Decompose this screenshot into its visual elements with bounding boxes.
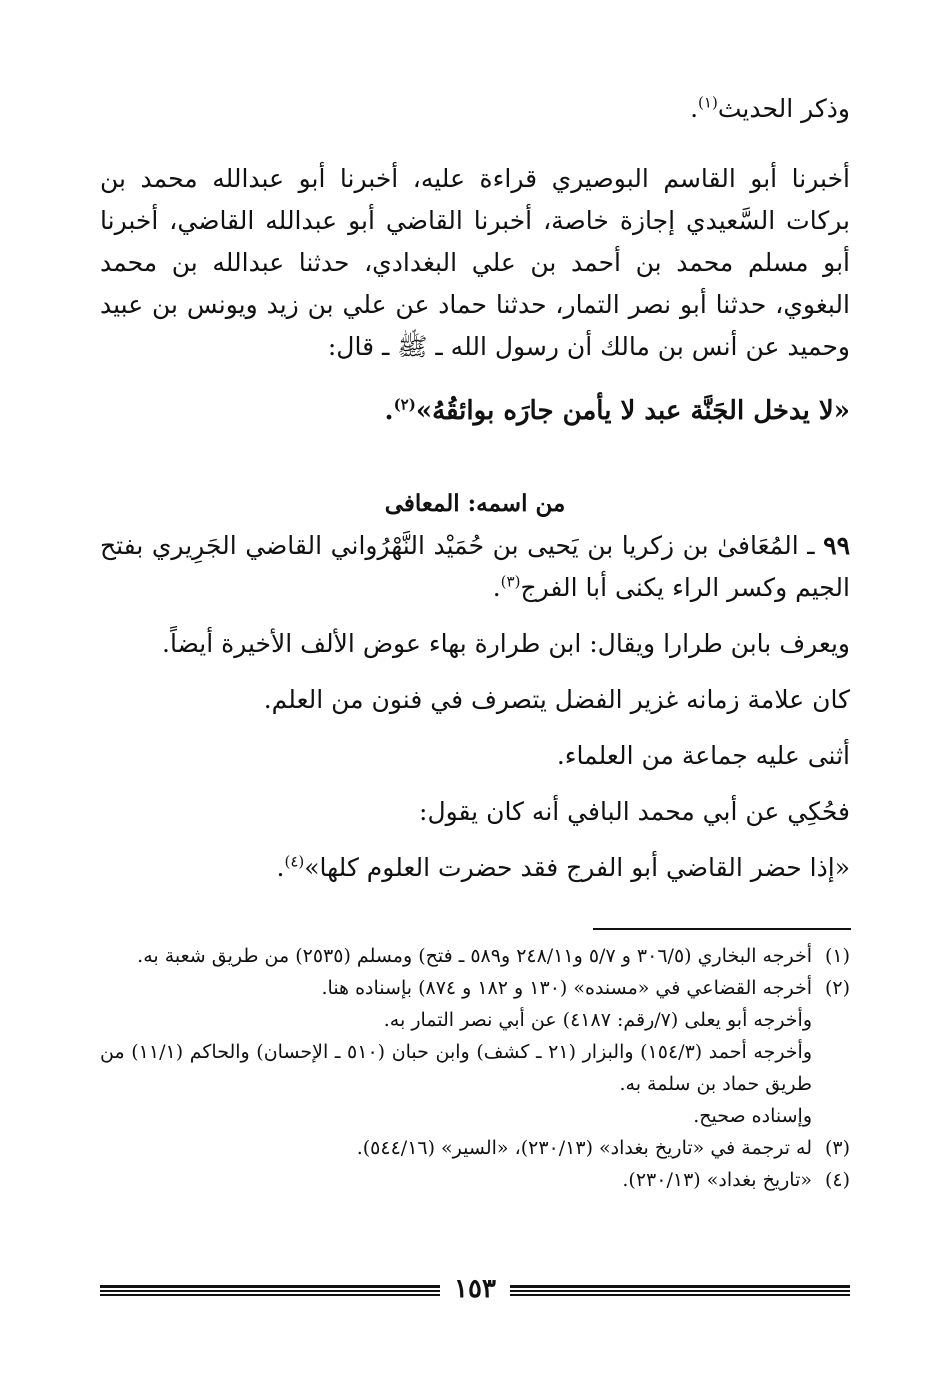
entry-text: ـ المُعَافىٰ بن زكريا بن يَحيى بن حُمَيْد النَّهْرُواني القاضي الجَرِيري بفتح الجيم وكسر الراء يكنى أبا الفرج [100,531,850,602]
entry-paragraph [100,525,850,609]
quote-text: «إذا حضر القاضي أبو الفرج فقد حضرت العلوم كلها» [304,853,850,882]
page-body [100,88,850,889]
footnote-text: له ترجمة في «تاريخ بغداد» (٢٣٠/١٣)، «السير» (٥٤٤/١٦). [356,1137,812,1159]
text-line: أثنى عليه جماعة من العلماء. [556,741,850,770]
hadith-text: «لا يدخل الجَنَّة عبد لا يأمن جارَه بوائقُهُ» [415,396,850,426]
footnote-2 [100,972,850,1004]
footnote-separator [593,928,851,930]
footnote-ref[interactable]: (١) [698,93,718,112]
footnote-text: وأخرجه أبو يعلى (٧/رقم: ٤١٨٧) عن أبي نصر التمار به. [383,1009,812,1031]
page-number: ١٥٣ [454,1274,496,1304]
footnote-3 [100,1132,850,1164]
punctuation: . [384,396,394,426]
hadith-quote [100,390,850,432]
text-line: وذكر الحديث [717,94,850,123]
text-line: كان علامة زمانه غزير الفضل يتصرف في فنون من العلم. [263,685,850,714]
paragraph-intro [100,88,850,130]
footnote-number: (٢) [824,977,850,999]
footnotes [100,940,850,1196]
footnote-number: (١) [824,945,850,967]
footnote-text: أخرجه القضاعي في «مسنده» (١٣٠ و ١٨٢ و ٨٧٤) بإسناده هنا. [321,977,812,999]
footnote-ref[interactable]: (٤) [284,852,305,871]
footnote-text: أخرجه البخاري (٣٠٦/٥ و ٥/٧ و٢٤٨/١١ و٥٨٩ ـ فتح) ومسلم (٢٥٣٥) من طريق شعبة به. [137,945,812,967]
entry-number: ٩٩ [823,531,850,560]
section-heading: من اسمه: المعافى [384,490,566,517]
footer-rule-right [510,1285,850,1299]
text-line: ويعرف بابن طرارا ويقال: ابن طرارة بهاء عوض الألف الأخيرة أيضاً. [162,629,850,658]
footnote-number: (٣) [824,1137,850,1159]
punctuation: . [276,853,285,882]
footnote-ref[interactable]: (٣) [500,572,521,591]
footnote-ref[interactable]: (٢) [393,395,416,414]
text-line: فحُكِي عن أبي محمد البافي أنه كان يقول: [419,797,850,826]
quote-line [100,847,850,889]
paragraph-isnad: أخبرنا أبو القاسم البوصيري قراءة عليه، أخبرنا أبو عبدالله محمد بن بركات السَّعيدي إجازة خاصة، أخبرنا القاضي أبو عبدالله القاضي، أخبرنا أبو مسلم محمد بن أحمد بن علي البغدادي، حدثنا عبدالله بن محمد البغوي، حدثنا أبو نصر التمار، حدثنا حماد عن علي بن زيد ويونس بن عبيد وحميد عن أنس بن مالك أن رسول الله ـ ﷺ ـ قال: [100,164,850,361]
footnote-4 [100,1164,850,1196]
footnote-number: (٤) [824,1169,850,1191]
punctuation: . [492,573,501,602]
punctuation: . [690,94,699,123]
footnote-text: وإسناده صحيح. [693,1105,812,1127]
footnote-text: «تاريخ بغداد» (٢٣٠/١٣). [622,1169,812,1191]
page-footer [100,1274,850,1310]
footnote-text: وأخرجه أحمد (١٥٤/٣) والبزار (٢١ ـ كشف) وابن حبان (٥١٠ ـ الإحسان) والحاكم (١١/١) من طريق حماد بن سلمة به. [100,1041,812,1095]
footnote-1 [100,940,850,972]
